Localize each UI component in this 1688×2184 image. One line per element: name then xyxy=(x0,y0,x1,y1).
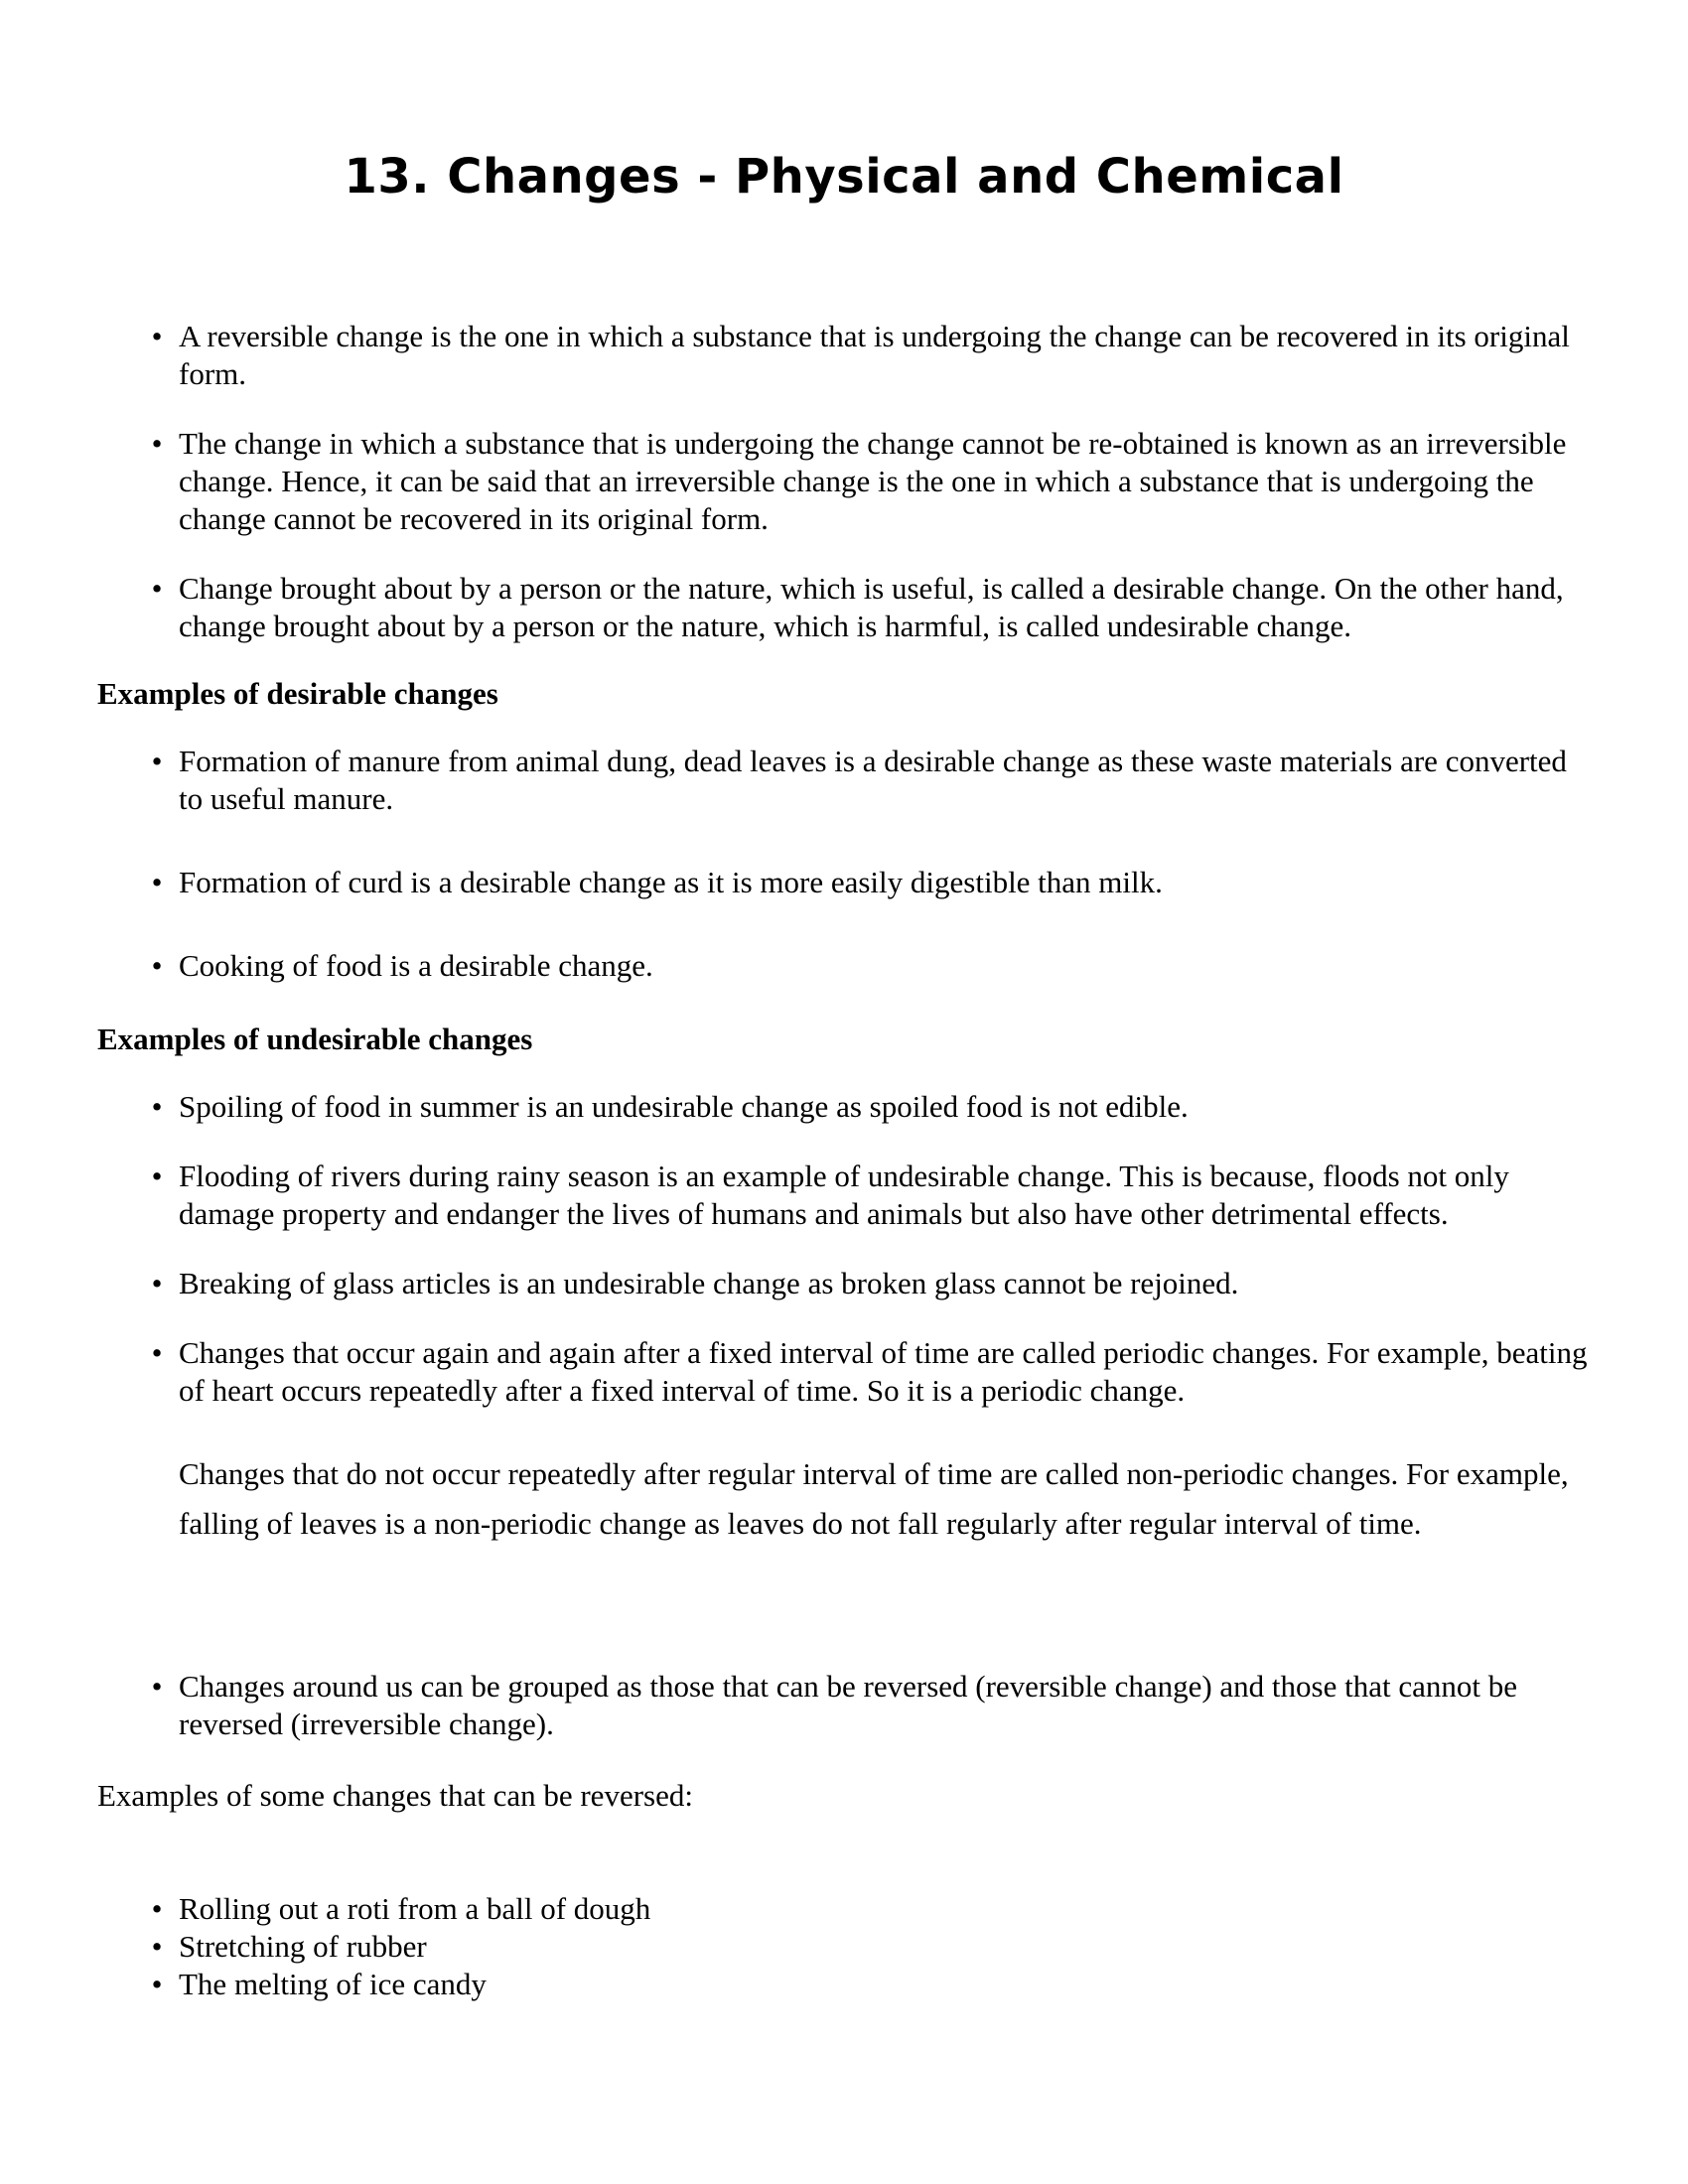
list-item xyxy=(97,1158,1597,1233)
undesirable-list xyxy=(97,1088,1597,1410)
list-item-text: Stretching of rubber xyxy=(179,1929,427,1964)
list-item-text: Formation of manure from animal dung, dead leaves is a desirable change as these waste materials are converted to useful manure. xyxy=(179,744,1567,816)
list-item xyxy=(97,1088,1597,1126)
reversible-examples-list xyxy=(97,1890,1597,2003)
document-body xyxy=(97,318,1597,2003)
list-item-text: Change brought about by a person or the nature, which is useful, is called a desirable change. On the other hand, change brought about by a person or the nature, which is harmful, is called undesirable change. xyxy=(179,571,1564,643)
periodic-note: Changes that do not occur repeatedly after regular interval of time are called non-periodic changes. For example, falling of leaves is a non-periodic change as leaves do not fall regularly after regular interval of time. xyxy=(179,1456,1569,1541)
reversible-examples-intro: Examples of some changes that can be reversed: xyxy=(97,1778,693,1813)
list-item xyxy=(97,1966,1597,2003)
bullet-icon: • xyxy=(151,571,163,606)
bullet-icon: • xyxy=(151,1089,163,1124)
list-item-text: The change in which a substance that is undergoing the change cannot be re-obtained is known as an irreversible change. Hence, it can be said that an irreversible change is the one in which a substance that is undergoing the change cannot be recovered in its original form. xyxy=(179,426,1567,536)
bullet-icon: • xyxy=(151,1335,163,1370)
bullet-icon: • xyxy=(151,1669,163,1704)
bullet-icon: • xyxy=(151,1929,163,1964)
list-item xyxy=(97,864,1597,901)
desirable-list xyxy=(97,743,1597,985)
list-item xyxy=(97,1668,1597,1743)
list-item xyxy=(97,1928,1597,1966)
list-item-text: A reversible change is the one in which a substance that is undergoing the change can be recovered in its original form. xyxy=(179,319,1570,391)
list-item xyxy=(97,743,1597,818)
intro-list xyxy=(97,318,1597,645)
undesirable-heading: Examples of undesirable changes xyxy=(97,1022,533,1056)
list-item-text: Rolling out a roti from a ball of dough xyxy=(179,1891,651,1926)
list-item xyxy=(97,947,1597,985)
list-item-text: Changes around us can be grouped as those that can be reversed (reversible change) and those that cannot be reversed (irreversible change). xyxy=(179,1669,1517,1741)
bullet-icon: • xyxy=(151,319,163,353)
list-item-text: Breaking of glass articles is an undesirable change as broken glass cannot be rejoined. xyxy=(179,1266,1239,1300)
list-item-text: Changes that occur again and again after a fixed interval of time are called periodic changes. For example, beating of heart occurs repeatedly after a fixed interval of time. So it is a periodic change. xyxy=(179,1335,1588,1408)
list-item xyxy=(97,318,1597,393)
list-item-text: Spoiling of food in summer is an undesirable change as spoiled food is not edible. xyxy=(179,1089,1189,1124)
bullet-icon: • xyxy=(151,1159,163,1193)
list-item-text: Cooking of food is a desirable change. xyxy=(179,948,653,983)
list-item-text: The melting of ice candy xyxy=(179,1967,487,2001)
list-item xyxy=(97,570,1597,645)
list-item xyxy=(97,1890,1597,1928)
list-item-text: Formation of curd is a desirable change as it is more easily digestible than milk. xyxy=(179,865,1163,899)
bullet-icon: • xyxy=(151,426,163,461)
bullet-icon: • xyxy=(151,1266,163,1300)
desirable-heading: Examples of desirable changes xyxy=(97,676,498,711)
page-title: 13. Changes - Physical and Chemical xyxy=(344,149,1344,205)
list-item xyxy=(97,1265,1597,1302)
bullet-icon: • xyxy=(151,744,163,778)
grouping-list xyxy=(97,1668,1597,1743)
bullet-icon: • xyxy=(151,865,163,899)
list-item-text: Flooding of rivers during rainy season is an example of undesirable change. This is because, floods not only damage property and endanger the lives of humans and animals but also have other detrimental effects. xyxy=(179,1159,1509,1231)
list-item xyxy=(97,425,1597,538)
bullet-icon: • xyxy=(151,948,163,983)
bullet-icon: • xyxy=(151,1967,163,2001)
bullet-icon: • xyxy=(151,1891,163,1926)
list-item xyxy=(97,1334,1597,1410)
